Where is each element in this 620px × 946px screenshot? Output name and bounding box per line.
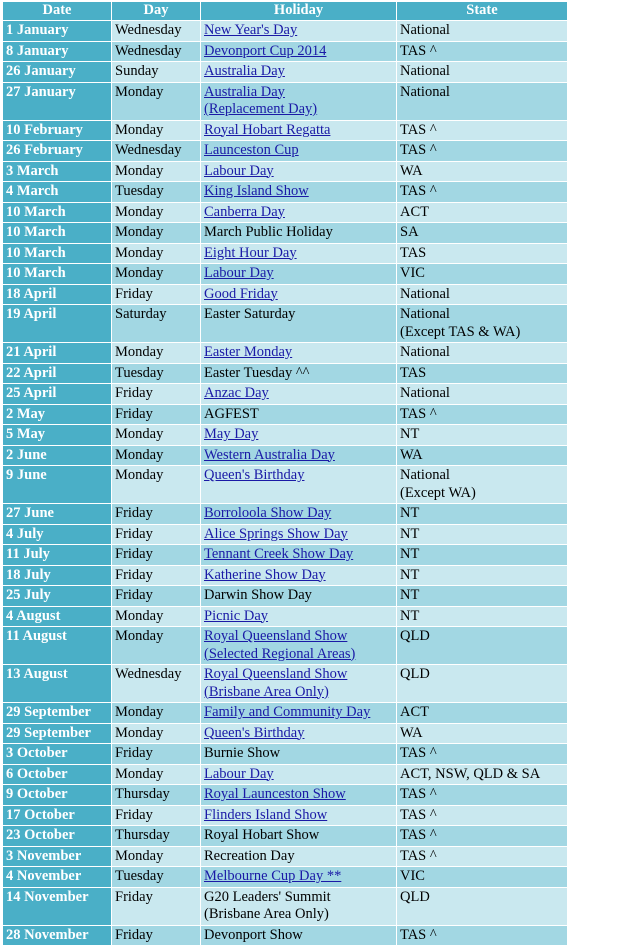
holiday-link[interactable]: Canberra Day (204, 203, 285, 220)
date-cell: 10 March (3, 223, 111, 243)
state-text: TAS ^ (400, 42, 437, 59)
holiday-link[interactable]: Queen's Birthday (204, 724, 305, 741)
state-text: QLD (400, 628, 430, 644)
holiday-link[interactable]: (Selected Regional Areas) (204, 645, 356, 662)
state-text: TAS ^ (400, 142, 437, 158)
table-row (3, 42, 567, 62)
day-cell: Friday (112, 566, 200, 586)
table-row (3, 446, 567, 466)
date-cell: 27 January (3, 83, 111, 120)
holiday-link[interactable]: Flinders Island Show (204, 806, 328, 823)
holiday-cell[interactable] (201, 504, 396, 524)
holiday-cell[interactable] (201, 141, 396, 161)
day-cell: Thursday (112, 785, 200, 805)
state-text: TAS ^ (400, 786, 437, 802)
holiday-cell[interactable] (201, 466, 396, 503)
holiday-cell[interactable] (201, 627, 396, 664)
state-cell (397, 425, 567, 445)
holiday-cell[interactable] (201, 525, 396, 545)
holiday-name: (Brisbane Area Only) (204, 906, 329, 922)
day-cell: Friday (112, 545, 200, 565)
holiday-cell[interactable] (201, 425, 396, 445)
day-cell: Friday (112, 504, 200, 524)
date-cell: 18 April (3, 285, 111, 305)
holiday-link[interactable]: Western Australia Day (204, 446, 335, 463)
state-text: (Except TAS & WA) (400, 323, 521, 340)
holiday-name: Royal Hobart Show (204, 827, 320, 843)
holiday-name: Easter Tuesday ^^ (204, 364, 310, 381)
state-cell (397, 83, 567, 120)
date-cell: 14 November (3, 888, 111, 925)
state-cell (397, 665, 567, 702)
table-row (3, 405, 567, 425)
state-text: SA (400, 224, 419, 240)
date-cell: 8 January (3, 42, 111, 62)
date-cell: 3 October (3, 744, 111, 764)
holiday-name: AGFEST (204, 405, 259, 422)
holiday-cell (201, 888, 396, 925)
table-row (3, 343, 567, 363)
state-cell (397, 724, 567, 744)
day-column-header: Day (112, 2, 200, 20)
holiday-cell (201, 826, 396, 846)
holiday-link[interactable]: (Brisbane Area Only) (204, 683, 329, 700)
table-row (3, 285, 567, 305)
holiday-cell[interactable] (201, 83, 396, 120)
state-cell (397, 305, 567, 342)
table-row (3, 888, 567, 925)
table-row (3, 223, 567, 243)
state-cell (397, 586, 567, 606)
state-cell (397, 888, 567, 925)
holiday-name: Darwin Show Day (204, 587, 312, 603)
table-row (3, 926, 567, 946)
state-text: VIC (400, 868, 425, 884)
table-row (3, 867, 567, 887)
date-cell: 21 April (3, 343, 111, 363)
holiday-link[interactable]: Good Friday (204, 285, 278, 302)
state-cell (397, 182, 567, 202)
day-cell: Friday (112, 384, 200, 404)
date-cell: 2 June (3, 446, 111, 466)
day-cell: Tuesday (112, 364, 200, 384)
holiday-cell (201, 405, 396, 425)
holiday-link[interactable]: Royal Queensland Show (204, 666, 348, 682)
state-text: National (400, 306, 450, 322)
state-cell (397, 744, 567, 764)
date-cell: 11 July (3, 545, 111, 565)
table-row (3, 847, 567, 867)
day-cell: Friday (112, 525, 200, 545)
holiday-cell[interactable] (201, 703, 396, 723)
table-row (3, 806, 567, 826)
state-text: NT (400, 426, 420, 442)
table-row (3, 141, 567, 161)
table-row (3, 627, 567, 664)
date-cell: 4 March (3, 182, 111, 202)
table-row (3, 305, 567, 342)
holiday-link[interactable]: Royal Hobart Regatta (204, 121, 331, 138)
state-cell (397, 264, 567, 284)
date-cell: 5 May (3, 425, 111, 445)
day-cell: Friday (112, 806, 200, 826)
holiday-cell[interactable] (201, 21, 396, 41)
day-cell: Friday (112, 888, 200, 925)
day-cell: Monday (112, 343, 200, 363)
date-cell: 4 July (3, 525, 111, 545)
state-text: WA (400, 162, 423, 179)
holiday-cell[interactable] (201, 42, 396, 62)
holiday-cell (201, 847, 396, 867)
state-cell (397, 343, 567, 363)
holiday-cell[interactable] (201, 285, 396, 305)
date-cell: 23 October (3, 826, 111, 846)
holiday-link[interactable]: Picnic Day (204, 607, 269, 624)
state-text: National (400, 22, 450, 38)
holiday-link[interactable]: Family and Community Day (204, 704, 371, 720)
holiday-cell[interactable] (201, 244, 396, 264)
table-row (3, 504, 567, 524)
state-text: ACT (400, 203, 429, 220)
holiday-cell (201, 926, 396, 946)
state-cell (397, 847, 567, 867)
date-cell: 3 November (3, 847, 111, 867)
date-cell: 6 October (3, 765, 111, 785)
holiday-link[interactable]: Devonport Cup 2014 (204, 42, 327, 59)
day-cell: Monday (112, 162, 200, 182)
day-cell: Monday (112, 244, 200, 264)
state-cell (397, 42, 567, 62)
holiday-cell[interactable] (201, 264, 396, 284)
day-cell: Wednesday (112, 21, 200, 41)
holiday-link[interactable]: Australia Day (204, 63, 285, 79)
holiday-cell[interactable] (201, 343, 396, 363)
holiday-name: Devonport Show (204, 926, 303, 943)
table-row (3, 244, 567, 264)
state-cell (397, 405, 567, 425)
day-cell: Monday (112, 724, 200, 744)
table-row (3, 21, 567, 41)
holiday-cell[interactable] (201, 724, 396, 744)
state-text: NT (400, 546, 420, 562)
holiday-cell[interactable] (201, 162, 396, 182)
table-row (3, 182, 567, 202)
table-row (3, 744, 567, 764)
holiday-link[interactable]: King Island Show (204, 183, 309, 199)
date-cell: 18 July (3, 566, 111, 586)
table-row (3, 566, 567, 586)
day-cell: Monday (112, 203, 200, 223)
day-cell: Monday (112, 627, 200, 664)
day-cell: Sunday (112, 62, 200, 82)
day-cell: Monday (112, 466, 200, 503)
table-row (3, 703, 567, 723)
date-cell: 10 February (3, 121, 111, 141)
state-text: QLD (400, 888, 430, 905)
state-cell (397, 285, 567, 305)
date-cell: 25 April (3, 384, 111, 404)
date-cell: 1 January (3, 21, 111, 41)
holiday-column-header: Holiday (201, 2, 396, 20)
day-cell: Friday (112, 405, 200, 425)
table-row (3, 607, 567, 627)
holiday-cell[interactable] (201, 867, 396, 887)
holiday-cell[interactable] (201, 665, 396, 702)
table-row (3, 203, 567, 223)
state-cell (397, 21, 567, 41)
state-text: (Except WA) (400, 484, 476, 501)
table-row (3, 525, 567, 545)
day-cell: Wednesday (112, 42, 200, 62)
holiday-link[interactable]: Borroloola Show Day (204, 505, 332, 521)
day-cell: Monday (112, 425, 200, 445)
state-cell (397, 384, 567, 404)
state-text: ACT, NSW, QLD & SA (400, 765, 541, 782)
date-cell: 10 March (3, 264, 111, 284)
state-cell (397, 607, 567, 627)
holiday-link[interactable]: New Year's Day (204, 22, 298, 38)
state-text: National (400, 63, 450, 79)
state-cell (397, 364, 567, 384)
state-text: TAS ^ (400, 806, 437, 823)
holiday-cell[interactable] (201, 765, 396, 785)
holiday-cell[interactable] (201, 545, 396, 565)
holiday-cell[interactable] (201, 607, 396, 627)
date-cell: 22 April (3, 364, 111, 384)
date-cell: 17 October (3, 806, 111, 826)
day-cell: Friday (112, 744, 200, 764)
state-cell (397, 867, 567, 887)
state-cell (397, 545, 567, 565)
state-cell (397, 525, 567, 545)
day-cell: Monday (112, 847, 200, 867)
state-text: NT (400, 505, 420, 521)
holiday-cell[interactable] (201, 566, 396, 586)
holiday-cell (201, 305, 396, 342)
state-cell (397, 244, 567, 264)
day-cell: Monday (112, 765, 200, 785)
holiday-cell[interactable] (201, 182, 396, 202)
state-text: National (400, 344, 450, 360)
day-cell: Monday (112, 446, 200, 466)
holiday-cell[interactable] (201, 785, 396, 805)
holiday-link[interactable]: Anzac Day (204, 385, 269, 401)
state-text: ACT (400, 704, 429, 720)
holiday-cell[interactable] (201, 203, 396, 223)
day-cell: Wednesday (112, 665, 200, 702)
state-text: National (400, 467, 450, 483)
table-row (3, 765, 567, 785)
day-cell: Monday (112, 703, 200, 723)
state-text: WA (400, 446, 423, 463)
state-cell (397, 785, 567, 805)
day-cell: Tuesday (112, 867, 200, 887)
table-row (3, 121, 567, 141)
date-cell: 4 November (3, 867, 111, 887)
day-cell: Friday (112, 285, 200, 305)
holiday-cell[interactable] (201, 446, 396, 466)
holiday-link[interactable]: Labour Day (204, 765, 274, 782)
date-column-header: Date (3, 2, 111, 20)
date-cell: 26 January (3, 62, 111, 82)
holiday-link[interactable]: Labour Day (204, 265, 274, 281)
state-text: QLD (400, 666, 430, 682)
date-cell: 27 June (3, 504, 111, 524)
state-cell (397, 504, 567, 524)
holiday-link[interactable]: Alice Springs Show Day (204, 525, 348, 542)
table-row (3, 466, 567, 503)
state-cell (397, 203, 567, 223)
state-cell (397, 141, 567, 161)
holiday-link[interactable]: Melbourne Cup Day ** (204, 868, 342, 884)
state-cell (397, 446, 567, 466)
state-cell (397, 627, 567, 664)
day-cell: Friday (112, 586, 200, 606)
date-cell: 29 September (3, 703, 111, 723)
day-cell: Monday (112, 121, 200, 141)
holiday-link[interactable]: Launceston Cup (204, 142, 299, 158)
table-row (3, 826, 567, 846)
holiday-name: G20 Leaders' Summit (204, 888, 331, 905)
day-cell: Wednesday (112, 141, 200, 161)
state-text: TAS (400, 364, 427, 381)
state-cell (397, 806, 567, 826)
date-cell: 28 November (3, 926, 111, 946)
state-cell (397, 223, 567, 243)
table-row (3, 384, 567, 404)
state-text: National (400, 385, 450, 401)
state-text: NT (400, 607, 420, 624)
date-cell: 29 September (3, 724, 111, 744)
day-cell: Thursday (112, 826, 200, 846)
state-text: WA (400, 724, 423, 741)
table-row (3, 62, 567, 82)
state-text: NT (400, 566, 420, 583)
holiday-link[interactable]: Katherine Show Day (204, 566, 326, 583)
holiday-link[interactable]: (Replacement Day) (204, 101, 318, 117)
day-cell: Tuesday (112, 182, 200, 202)
state-text: NT (400, 587, 420, 603)
date-cell: 3 March (3, 162, 111, 182)
holiday-link[interactable]: Royal Queensland Show (204, 628, 348, 644)
state-text: NT (400, 525, 420, 542)
holiday-link[interactable]: Tennant Creek Show Day (204, 546, 354, 562)
state-cell (397, 162, 567, 182)
date-cell: 13 August (3, 665, 111, 702)
state-text: TAS ^ (400, 405, 437, 422)
state-cell (397, 121, 567, 141)
holiday-rows (3, 21, 567, 945)
holiday-cell[interactable] (201, 121, 396, 141)
holiday-cell (201, 364, 396, 384)
table-row (3, 162, 567, 182)
holiday-link[interactable]: Royal Launceston Show (204, 786, 346, 802)
date-cell: 25 July (3, 586, 111, 606)
header-row (3, 2, 567, 20)
holiday-link[interactable]: Eight Hour Day (204, 244, 297, 261)
table-row (3, 425, 567, 445)
table-row (3, 586, 567, 606)
day-cell: Monday (112, 264, 200, 284)
holiday-link[interactable]: Australia Day (204, 83, 285, 100)
holiday-name: Easter Saturday (204, 306, 296, 322)
state-text: TAS ^ (400, 847, 437, 864)
holiday-name: Burnie Show (204, 745, 281, 761)
day-cell: Friday (112, 926, 200, 946)
holiday-link[interactable]: Queen's Birthday (204, 467, 305, 483)
date-cell: 10 March (3, 244, 111, 264)
state-text: National (400, 285, 450, 302)
holiday-cell (201, 586, 396, 606)
state-text: TAS ^ (400, 827, 437, 843)
holiday-name: March Public Holiday (204, 224, 333, 240)
state-text: TAS ^ (400, 183, 437, 199)
date-cell: 2 May (3, 405, 111, 425)
day-cell: Monday (112, 83, 200, 120)
state-column-header: State (397, 2, 567, 20)
date-cell: 26 February (3, 141, 111, 161)
holiday-table (2, 1, 568, 946)
state-cell (397, 62, 567, 82)
state-text: TAS ^ (400, 121, 437, 138)
state-cell (397, 566, 567, 586)
holiday-cell[interactable] (201, 806, 396, 826)
holiday-name: Recreation Day (204, 847, 295, 864)
state-cell (397, 926, 567, 946)
date-cell: 9 June (3, 466, 111, 503)
table-row (3, 545, 567, 565)
holiday-cell (201, 744, 396, 764)
holiday-cell[interactable] (201, 62, 396, 82)
state-text: VIC (400, 265, 425, 281)
date-cell: 19 April (3, 305, 111, 342)
date-cell: 4 August (3, 607, 111, 627)
date-cell: 10 March (3, 203, 111, 223)
state-cell (397, 703, 567, 723)
holiday-link[interactable]: May Day (204, 426, 259, 442)
state-cell (397, 765, 567, 785)
table-row (3, 785, 567, 805)
day-cell: Monday (112, 607, 200, 627)
table-row (3, 724, 567, 744)
state-text: TAS ^ (400, 745, 437, 761)
date-cell: 9 October (3, 785, 111, 805)
holiday-link[interactable]: Labour Day (204, 162, 274, 179)
state-text: National (400, 83, 450, 100)
holiday-cell[interactable] (201, 384, 396, 404)
holiday-cell (201, 223, 396, 243)
table-row (3, 364, 567, 384)
state-text: TAS ^ (400, 926, 437, 943)
state-text: TAS (400, 244, 427, 261)
table-row (3, 264, 567, 284)
state-cell (397, 826, 567, 846)
state-cell (397, 466, 567, 503)
table-row (3, 83, 567, 120)
day-cell: Saturday (112, 305, 200, 342)
holiday-link[interactable]: Easter Monday (204, 344, 293, 360)
day-cell: Monday (112, 223, 200, 243)
table-row (3, 665, 567, 702)
date-cell: 11 August (3, 627, 111, 664)
